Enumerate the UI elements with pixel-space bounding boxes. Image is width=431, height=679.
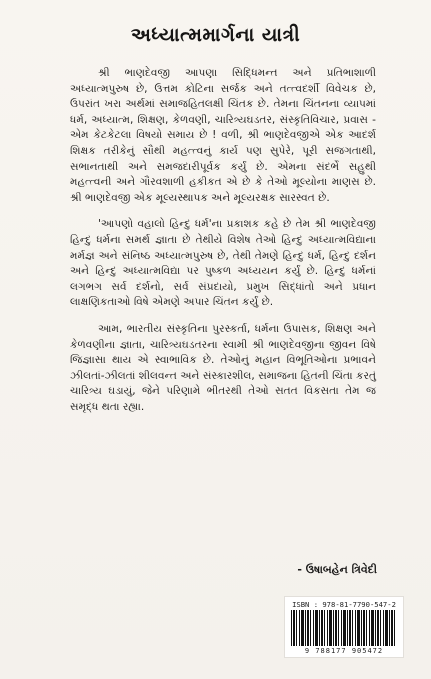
isbn-barcode	[284, 596, 404, 658]
author-signature: - ઉષાબહેન ત્રિવેદી	[297, 563, 377, 576]
barcode-digits: 9 788177 905472	[304, 647, 384, 655]
blurb-text	[70, 66, 376, 415]
barcode-icon	[291, 610, 397, 646]
isbn-label: ISBN : 978-81-7790-547-2	[292, 600, 396, 609]
paragraph-2: 'આપણો વહાલો હિન્દુ ધર્મ'ના પ્રકાશક કહે છે તેમ શ્રી ભાણદેવજી હિન્દુ ધર્મના સમર્થ જ્ઞાતા છે તેથીયે વિશેષ તેઓ હિન્દુ અધ્યાત્મવિદ્યાના મર્મજ્ઞ અને સંનિષ્ઠ અધ્યાત્મપુરુષ છે, તેથી તેમણે હિન્દુ ધર્મ, હિન્દુ દર્શન અને હિન્દુ અધ્યાત્મવિદ્યા પર પુષ્કળ અધ્યયન કર્યું છે. હિન્દુ ધર્મનાં લગભગ સર્વ દર્શનો, સર્વ સંપ્રદાયો, પ્રમુખ સિદ્ધાંતો અને પ્રધાન લાક્ષણિકતાઓ વિષે એમણે અપાર ચિંતન કર્યું છે.	[70, 218, 376, 309]
book-title: અધ્યાત્મમાર્ગના યાત્રી	[130, 24, 301, 46]
paragraph-3: આમ, ભારતીય સંસ્કૃતિના પુરસ્કર્તા, ધર્મના ઉપાસક, શિક્ષણ અને કેળવણીના જ્ઞાતા, ચારિત્ર્યઘડતરના સ્વામી શ્રી ભાણદેવજીના જીવન વિષે જિજ્ઞાસા થાય એ સ્વાભાવિક છે. તેઓનું મહાન વિભૂતિઓના પ્રભાવને ઝીલતાં-ઝીલતાં શીલવન્ત અને સંસ્કારશીલ, સમાજના હિતની ચિંતા કરતું ચારિત્ર્ય ઘડાયું, જેને પરિણામે ભીતરથી તેઓ સતત વિકસતા તેમ જ સમૃદ્ધ થતા રહ્યા.	[70, 322, 376, 413]
paragraph-1: શ્રી ભાણદેવજી આપણા સિદ્ધિમન્ત અને પ્રતિભાશાળી અધ્યાત્મપુરુષ છે, ઉત્તમ કોટિના સર્જક અને તત્ત્વદર્શી વિવેચક છે, ઉપરાંત ખરા અર્થમાં સમાજહિતલક્ષી ચિંતક છે. તેમના ચિંતનના વ્યાપમાં ધર્મ, અધ્યાત્મ, શિક્ષણ, કેળવણી, ચારિત્ર્યઘડતર, સંસ્કૃતિવિચાર, પ્રવાસ - એમ કેટકેટલા વિષયો સમાય છે ! વળી, શ્રી ભાણદેવજીએ એક આદર્શ શિક્ષક તરીકેનું સૌથી મહત્ત્વનું કાર્ય પણ સુપેરે, પૂરી સજગતાથી, સભાનતાથી અને સમજદારીપૂર્વક કર્યું છે. એમના સંદર્ભે સહુથી મહત્ત્વની અને ગૌરવશાળી હકીકત એ છે કે તેઓ મૂલ્યોના માણસ છે. શ્રી ભાણદેવજી એક મૂલ્યસ્થાપક અને મૂલ્યરક્ષક સારસ્વત છે.	[70, 67, 376, 204]
